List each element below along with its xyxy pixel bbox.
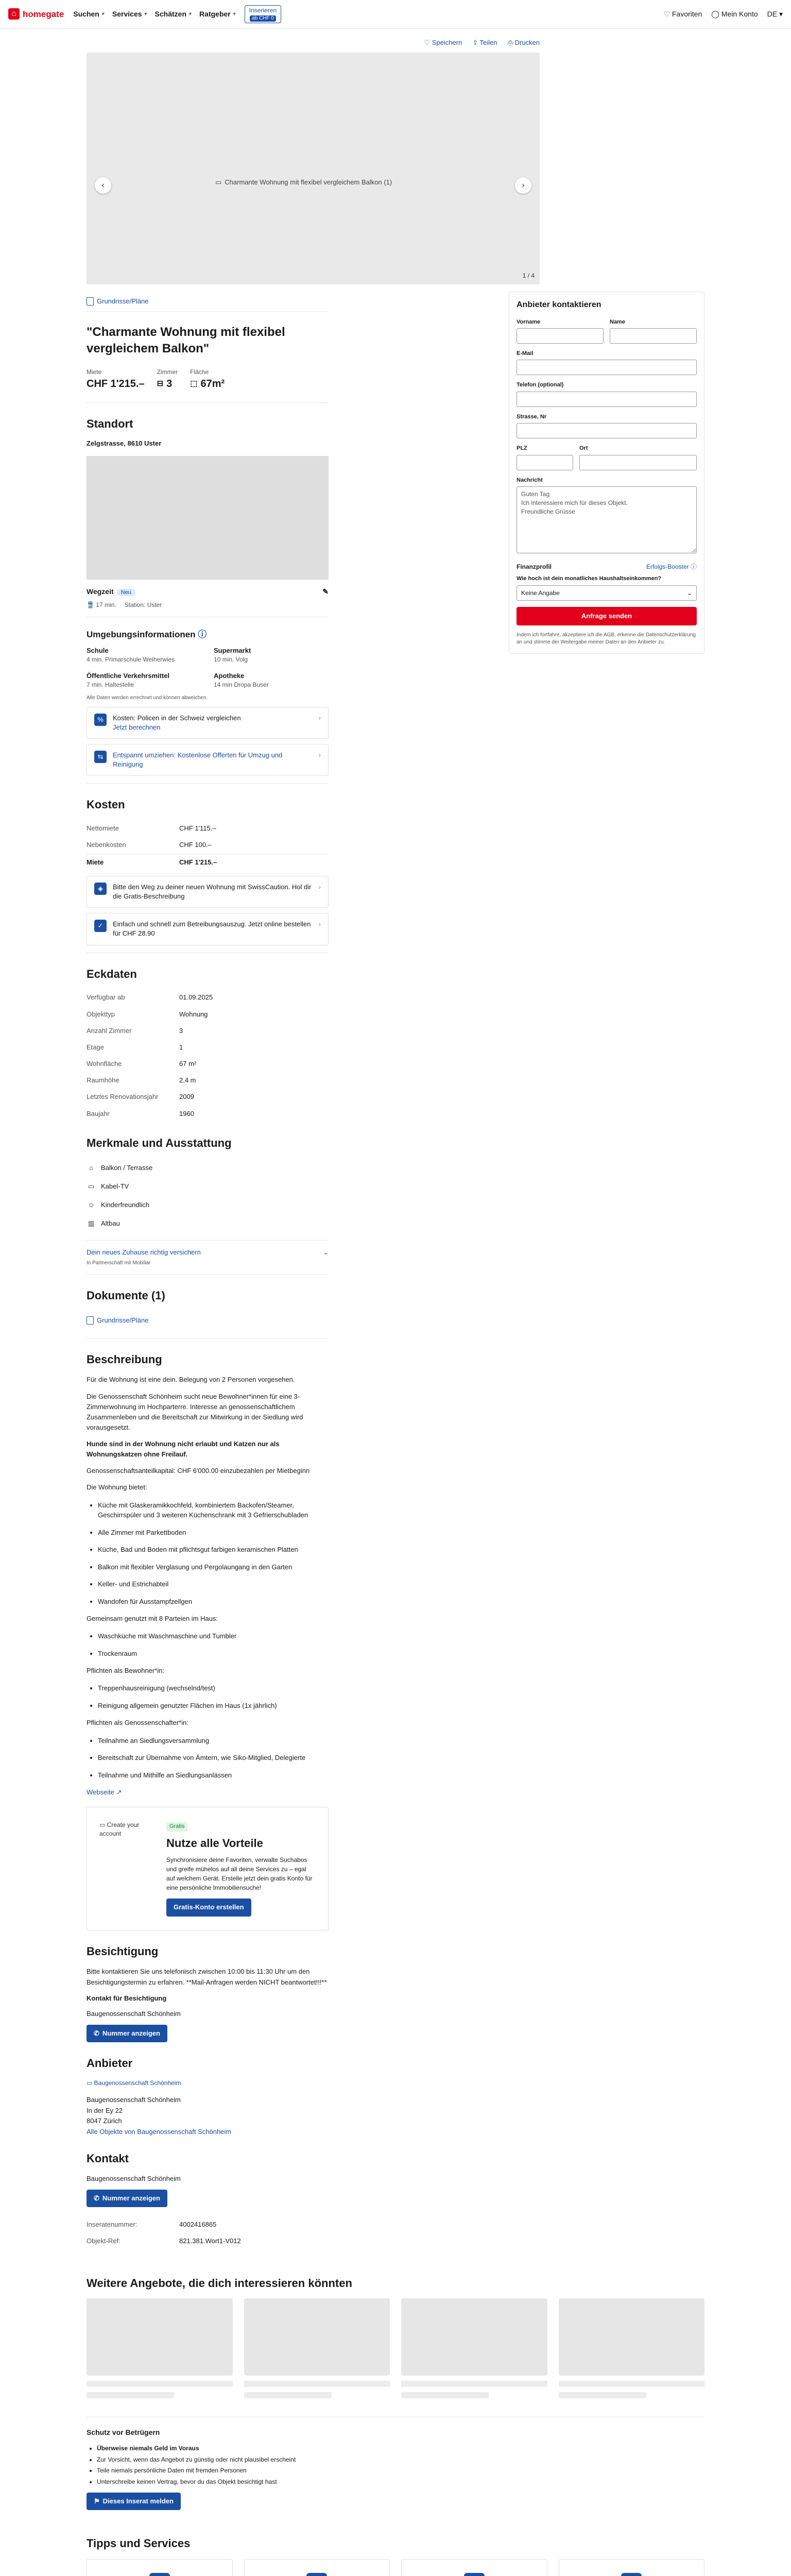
contact-heading: Kontakt	[87, 2151, 129, 2165]
account-link[interactable]: ◯ Mein Konto	[711, 9, 758, 18]
costs-heading: Kosten	[87, 798, 125, 811]
document-icon	[87, 297, 94, 306]
top-navigation	[0, 0, 791, 29]
truck-icon	[149, 2573, 170, 2576]
insurance-promo[interactable]: % Kosten: Policen in der Schweiz vergleichen Jetzt berechnen ›	[87, 707, 329, 739]
safety-section: Schutz vor Betrügern • Überweise niemals Geld im Voraus • Zur Vorsicht, wenn das Angebot zu günstig oder nicht plausibel erscheint • Teile niemals persönliche Daten mit fremden Personen • Unterschreibe keinen Vertrag, bevor du das Objekt besichtigt hast ⚑ Dieses Inserat melden	[87, 2417, 704, 2510]
document-icon	[87, 1316, 94, 1325]
flag-icon: ⚑	[94, 2497, 100, 2505]
rent-value: CHF 1'215.–	[87, 378, 145, 389]
related-card[interactable]	[559, 2298, 705, 2398]
surroundings-grid: Schule 4 min. Primarschule Weiherwies Supermarkt 10 min. Volg Öffentliche Verkehrsmittel 7 min. Haltestelle Apotheke 14 min Dropa Buser	[87, 646, 269, 688]
lastname-field[interactable]	[610, 328, 697, 344]
surroundings-heading: Umgebungsinformationen ⓘ	[87, 629, 207, 639]
floorplan-link[interactable]: Grundrisse/Pläne	[87, 292, 329, 312]
nav-suchen[interactable]: Suchen ▾	[73, 9, 104, 18]
email-field[interactable]	[517, 360, 697, 375]
map-icon	[621, 2573, 642, 2576]
create-account-button[interactable]: Gratis-Konto erstellen	[166, 1899, 251, 1916]
key-facts: Miete CHF 1'215.– Zimmer ⊟ 3 Fläche ⬚ 67m²	[87, 368, 329, 391]
document-icon	[306, 2573, 327, 2576]
website-link[interactable]: Webseite ↗	[87, 1788, 122, 1797]
truck-icon: ⇆	[94, 751, 107, 763]
related-card[interactable]	[244, 2298, 390, 2398]
moving-promo[interactable]: ⇆ Entspannt umziehen: Kostenlose Offerten für Umzug und Reinigung ›	[87, 744, 329, 776]
info-icon: ⓘ	[690, 563, 697, 570]
chevron-down-icon: ⌄	[686, 589, 692, 597]
income-select[interactable]: Keine Angabe ⌄	[517, 585, 697, 601]
chevron-down-icon: ▾	[232, 11, 235, 17]
phone-icon: ✆	[94, 2194, 99, 2202]
commute-bar: Wegzeit Neu ✎	[87, 587, 329, 597]
balcony-icon: ⌂	[89, 1163, 93, 1172]
city-field[interactable]	[579, 455, 697, 470]
gallery-image-alt: ▭ Charmante Wohnung mit flexibel vergleichem Balkon (1)	[215, 178, 392, 187]
rooms-icon: ⊟	[157, 379, 164, 388]
provider-logo: ▭ Baugenossenschaft Schönheim	[87, 2079, 181, 2087]
calculator-icon: %	[94, 714, 107, 726]
related-listings	[87, 2298, 704, 2398]
costs-table: Nettomiete CHF 1'115.– Nebenkosten CHF 100.– Miete CHF 1'215.–	[87, 820, 329, 871]
listing-title: "Charmante Wohnung mit flexibel vergleichem Balkon"	[87, 325, 285, 355]
documents-heading: Dokumente (1)	[87, 1289, 165, 1302]
keydata-heading: Eckdaten	[87, 967, 137, 980]
building-icon: ▥	[88, 1219, 95, 1228]
features-heading: Merkmale und Ausstattung	[87, 1136, 232, 1149]
chevron-down-icon: ▾	[144, 11, 147, 17]
shield-icon: ◈	[94, 883, 107, 895]
gallery-counter: 1 / 4	[522, 272, 535, 280]
all-listings-link[interactable]: Alle Objekte von Baugenossenschaft Schönheim	[87, 2128, 232, 2136]
tips-heading: Tipps und Services	[87, 2537, 191, 2550]
main-nav	[73, 9, 235, 20]
gallery-prev-button[interactable]: ‹	[95, 177, 111, 194]
location-heading: Standort	[87, 417, 133, 430]
report-listing-button[interactable]: ⚑ Dieses Inserat melden	[87, 2493, 181, 2510]
zip-field[interactable]	[517, 455, 573, 470]
contact-form: Anbieter kontaktieren Vorname Name E-Mail Telefon (optional) Strasse, Nr PLZ Ort Nachricht Guten Tag Ich interessiere mich für dieses Objekt. Freundliche Grüsse Finanzprofil Erfolgs-Booster ⓘ Wie hoch ist dein monatliches Haushaltseinkommen? Keine Angabe ⌄ Anfrage senden Indem ich fortfahre, akzeptiere ich die AGB, erkenne die Datenschutzerklärung an und stimme der Weitergabe meiner Daten an den Anbieter zu.	[509, 292, 704, 654]
image-gallery[interactable]	[87, 53, 540, 284]
description: Beschreibung Für die Wohnung ist eine dein. Belegung von 2 Personen vorgesehen. Die Genossenschaft Schönheim sucht neue Bewohner*innen für eine 3-Zimmerwohnung im Hochparterre. Interesse an genossenschaftlichem Zusammenleben und die Bereitschaft zur Mitwirkung in der Siedlung wird vorausgesetzt. Hunde sind in der Wohnung nicht erlaubt und Katzen nur als Wohnungskatzen ohne Freilauf. Genossenschaftsanteilkapital: CHF 6'000.00 einzubezahlen per Mietbeginn Die Wohnung bietet: • Küche mit Glaskeramikkochfeld, kombiniertem Backofen/Steamer, Geschirrspüler und 3 weiteren Küchenschrank mit 3 Gefrierschubladen • Alle Zimmer mit Parkettboden • Küche, Bad und Boden mit pflichtsgut farbigen keramischen Platten • Balkon mit flexibler Verglasung und Pergolaungang in den Garten • Keller- und Estrichabteil • Wandofen für Ausstampfzellgen Gemeinsam genutzt mit 8 Parteien im Haus: • Waschküche mit Waschmaschine und Tumbler • Trockenraum Pflichten als Bewohner*in: • Treppenhausreinigung (wechselnd/test) • Reinigung allgemein genutzter Flächen im Haus (1x jährlich) Pflichten als Genossenschafter*in: • Teilnahme an Siedlungsversammlung • Bereitschaft zur Übernahme von Ämtern, wie Siko-Mitglied, Delegierte • Teilnahme und Mithilfe an Siedlungsanlässen Webseite ↗	[87, 1352, 329, 1798]
chevron-down-icon: ▾	[188, 11, 192, 17]
ad-image: ▭ Create your account	[99, 1821, 140, 1837]
save-button[interactable]: ♡ Speichern	[424, 39, 462, 46]
area-icon: ⬚	[190, 379, 198, 388]
related-card[interactable]	[87, 2298, 233, 2398]
chevron-down-icon: ⌄	[323, 1248, 329, 1257]
street-field[interactable]	[517, 423, 697, 438]
listing-main: Grundrisse/Pläne "Charmante Wohnung mit flexibel vergleichem Balkon" Miete CHF 1'215.– Zimmer ⊟ 3 Fläche ⬚ 67m² Standort Zelgstrasse, 8610 Uster Wegzeit Neu ✎ 🚆 17 min. Station: Uster Umgebungsinformationen ⓘ Schule 4 min. Primarschule Weiherwies Supermarkt 10 min. Volg Öffentliche Verkehrsmittel 7 min. Haltestelle Apotheke 14 min Dropa Buser Alle Daten werden errechnet und können abweichen. % Kosten: Policen in der Schweiz vergleichen Jetzt berechnen › ⇆ Entspannt umziehen: Kostenlose Offerten für Umzug und Reinigung › Kosten Nettomiete CHF 1'115.– Nebenkosten CHF 100.– Miete CHF 1'215.– ◈ Bitte den Weg zu deiner neuen Wohnung mit SwissCaution. Hol dir die Gratis-Beschreibung › ✓ Einfach und schnell zum Betreibungsauszug. Jetzt online bestellen für CHF 28.90 › Eckdaten Verfügbar ab 01.09.2025 Objekttyp Wohnung Anzahl Zimmer 3 Etage 1 Wohnfläche 67 m² Raumhöhe 2.4 m Letztes Renovationsjahr 2009 Baujahr 1960 Merkmale und Ausstattung ⌂ Balkon / Terrasse ▭ Kabel-TV ☺ Kinderfreundlich ▥ Altbau Dein neues Zuhause richtig versichern ⌄ In Partnerschaft mit Mobiliar Dokumente (1) Grundrisse/Pläne Beschreibung Für die Wohnung ist eine dein. Belegung von 2 Personen vorgesehen. Die Genossenschaft Schönheim sucht neue Bewohner*innen für eine 3-Zimmerwohnung im Hochparterre. Interesse an genossenschaftlichem Zusammenleben und die Bereitschaft zur Mitwirkung in der Siedlung wird vorausgesetzt. Hunde sind in der Wohnung nicht erlaubt und Katzen nur als Wohnungskatzen ohne Freilauf. Genossenschaftsanteilkapital: CHF 6'000.00 einzubezahlen per Mietbeginn Die Wohnung bietet: • Küche mit Glaskeramikkochfeld, kombiniertem Backofen/Steamer, Geschirrspüler und 3 weiteren Küchenschrank mit 3 Gefrierschubladen • Alle Zimmer mit Parkettboden • Küche, Bad und Boden mit pflichtsgut farbigen keramischen Platten • Balkon mit flexibler Verglasung und Pergolaungang in den Garten • Keller- und Estrichabteil • Wandofen für Ausstampfzellgen Gemeinsam genutzt mit 8 Parteien im Haus: • Waschküche mit Waschmaschine und Tumbler • Trockenraum Pflichten als Bewohner*in: • Treppenhausreinigung (wechselnd/test) • Reinigung allgemein genutzter Flächen im Haus (1x jährlich) Pflichten als Genossenschafter*in: • Teilnahme an Siedlungsversammlung • Bereitschaft zur Übernahme von Ämtern, wie Siko-Mitglied, Delegierte • Teilnahme und Mithilfe an Siedlungsanlässen Webseite ↗ ▭ Create your account Gratis Nutze alle Vorteile Synchronisiere deine Favoriten, verwalte Suchabos und greife mühelos auf all deine Services zu – egal auf welchem Gerät. Erstelle jetzt dein gratis Konto für eine persönliche Immobiliensuche! Gratis-Konto erstellen Besichtigung Bitte kontaktieren Sie uns telefonisch zwischen 10:00 bis 11:30 Uhr um den Besichtigungstermin zu erfahren. **Mail-Anfragen werden NICHT beantwortet!!!** Kontakt für Besichtigung Baugenossenschaft Schönheim ✆ Nummer anzeigen Anbieter ▭ Baugenossenschaft Schönheim Baugenossenschaft Schönheim In der Ey 22 8047 Zürich Alle Objekte von Baugenossenschaft Schönheim Kontakt Baugenossenschaft Schönheim ✆ Nummer anzeigen Inseratenummer: 4002416865 Objekt-Ref: 821.381.Wort1-V012	[87, 292, 329, 2249]
contact-show-number-button[interactable]: ✆ Nummer anzeigen	[87, 2190, 167, 2207]
broken-image-icon: ▭	[215, 178, 222, 187]
viewing-heading: Besichtigung	[87, 1944, 159, 1958]
edit-icon[interactable]: ✎	[322, 587, 329, 596]
gallery-next-button[interactable]: ›	[515, 177, 531, 194]
favorites-link[interactable]: ♡ Favoriten	[663, 9, 702, 18]
insurance-expand[interactable]: Dein neues Zuhause richtig versichern ⌄	[87, 1248, 329, 1257]
deposit-promo[interactable]: ◈ Bitte den Weg zu deiner neuen Wohnung mit SwissCaution. Hol dir die Gratis-Beschreibung ›	[87, 876, 329, 908]
tips-cards	[87, 2559, 704, 2576]
share-button[interactable]: ⇪ Teilen	[472, 39, 497, 46]
chevron-down-icon: ▾	[101, 11, 104, 17]
documents-floorplan-link[interactable]: Grundrisse/Pläne	[87, 1311, 329, 1330]
provider-heading: Anbieter	[87, 2057, 133, 2070]
firstname-field[interactable]	[517, 328, 604, 344]
extract-promo[interactable]: ✓ Einfach und schnell zum Betreibungsauszug. Jetzt online bestellen für CHF 28.90 ›	[87, 913, 329, 945]
child-icon: ☺	[88, 1201, 95, 1209]
nav-schaetzen[interactable]: Schätzen ▾	[154, 9, 192, 18]
print-button[interactable]: ⎙ Drucken	[507, 39, 540, 46]
transit-icon: 🚆 17 min.	[87, 601, 116, 609]
show-number-button[interactable]: ✆ Nummer anzeigen	[87, 2025, 167, 2042]
ref-table: Inseratenummer: 4002416865 Objekt-Ref: 821.381.Wort1-V012	[87, 2221, 241, 2245]
nav-services[interactable]: Services ▾	[112, 9, 147, 18]
related-card[interactable]	[401, 2298, 547, 2398]
nav-ratgeber[interactable]: Ratgeber ▾	[199, 9, 235, 18]
send-request-button[interactable]: Anfrage senden	[517, 607, 697, 625]
language-select[interactable]: DE ▾	[767, 9, 783, 18]
logo-icon: ⌂	[8, 8, 20, 20]
publish-button[interactable]: Inserieren ab CHF 0	[245, 5, 281, 23]
address: Zelgstrasse, 8610 Uster	[87, 439, 162, 448]
related-heading: Weitere Angebote, die dich interessieren könnten	[87, 2276, 352, 2290]
features-list: ⌂ Balkon / Terrasse ▭ Kabel-TV ☺ Kinderfreundlich ▥ Altbau	[87, 1159, 329, 1233]
message-field[interactable]	[517, 486, 697, 553]
map[interactable]	[87, 456, 329, 580]
contact-sidebar	[509, 292, 704, 2249]
tv-icon: ▭	[88, 1182, 95, 1190]
document-check-icon: ✓	[94, 920, 107, 932]
phone-icon: ✆	[94, 2029, 99, 2038]
account-ad: ▭ Create your account Gratis Nutze alle Vorteile Synchronisiere deine Favoriten, verwalte Suchabos und greife mühelos auf all deine Services zu – egal auf welchem Gerät. Erstelle jetzt dein gratis Konto für eine persönliche Immobiliensuche! Gratis-Konto erstellen	[87, 1807, 329, 1930]
info-icon: ⓘ	[198, 629, 207, 639]
phone-field[interactable]	[517, 392, 697, 407]
keydata-table: Verfügbar ab 01.09.2025 Objekttyp Wohnung Anzahl Zimmer 3 Etage 1 Wohnfläche 67 m² Raumhöhe 2.4 m Letztes Renovationsjahr 2009 Baujahr 1960	[87, 993, 213, 1117]
money-icon	[464, 2573, 485, 2576]
homegate-logo[interactable]: ⌂ homegate	[8, 8, 64, 21]
